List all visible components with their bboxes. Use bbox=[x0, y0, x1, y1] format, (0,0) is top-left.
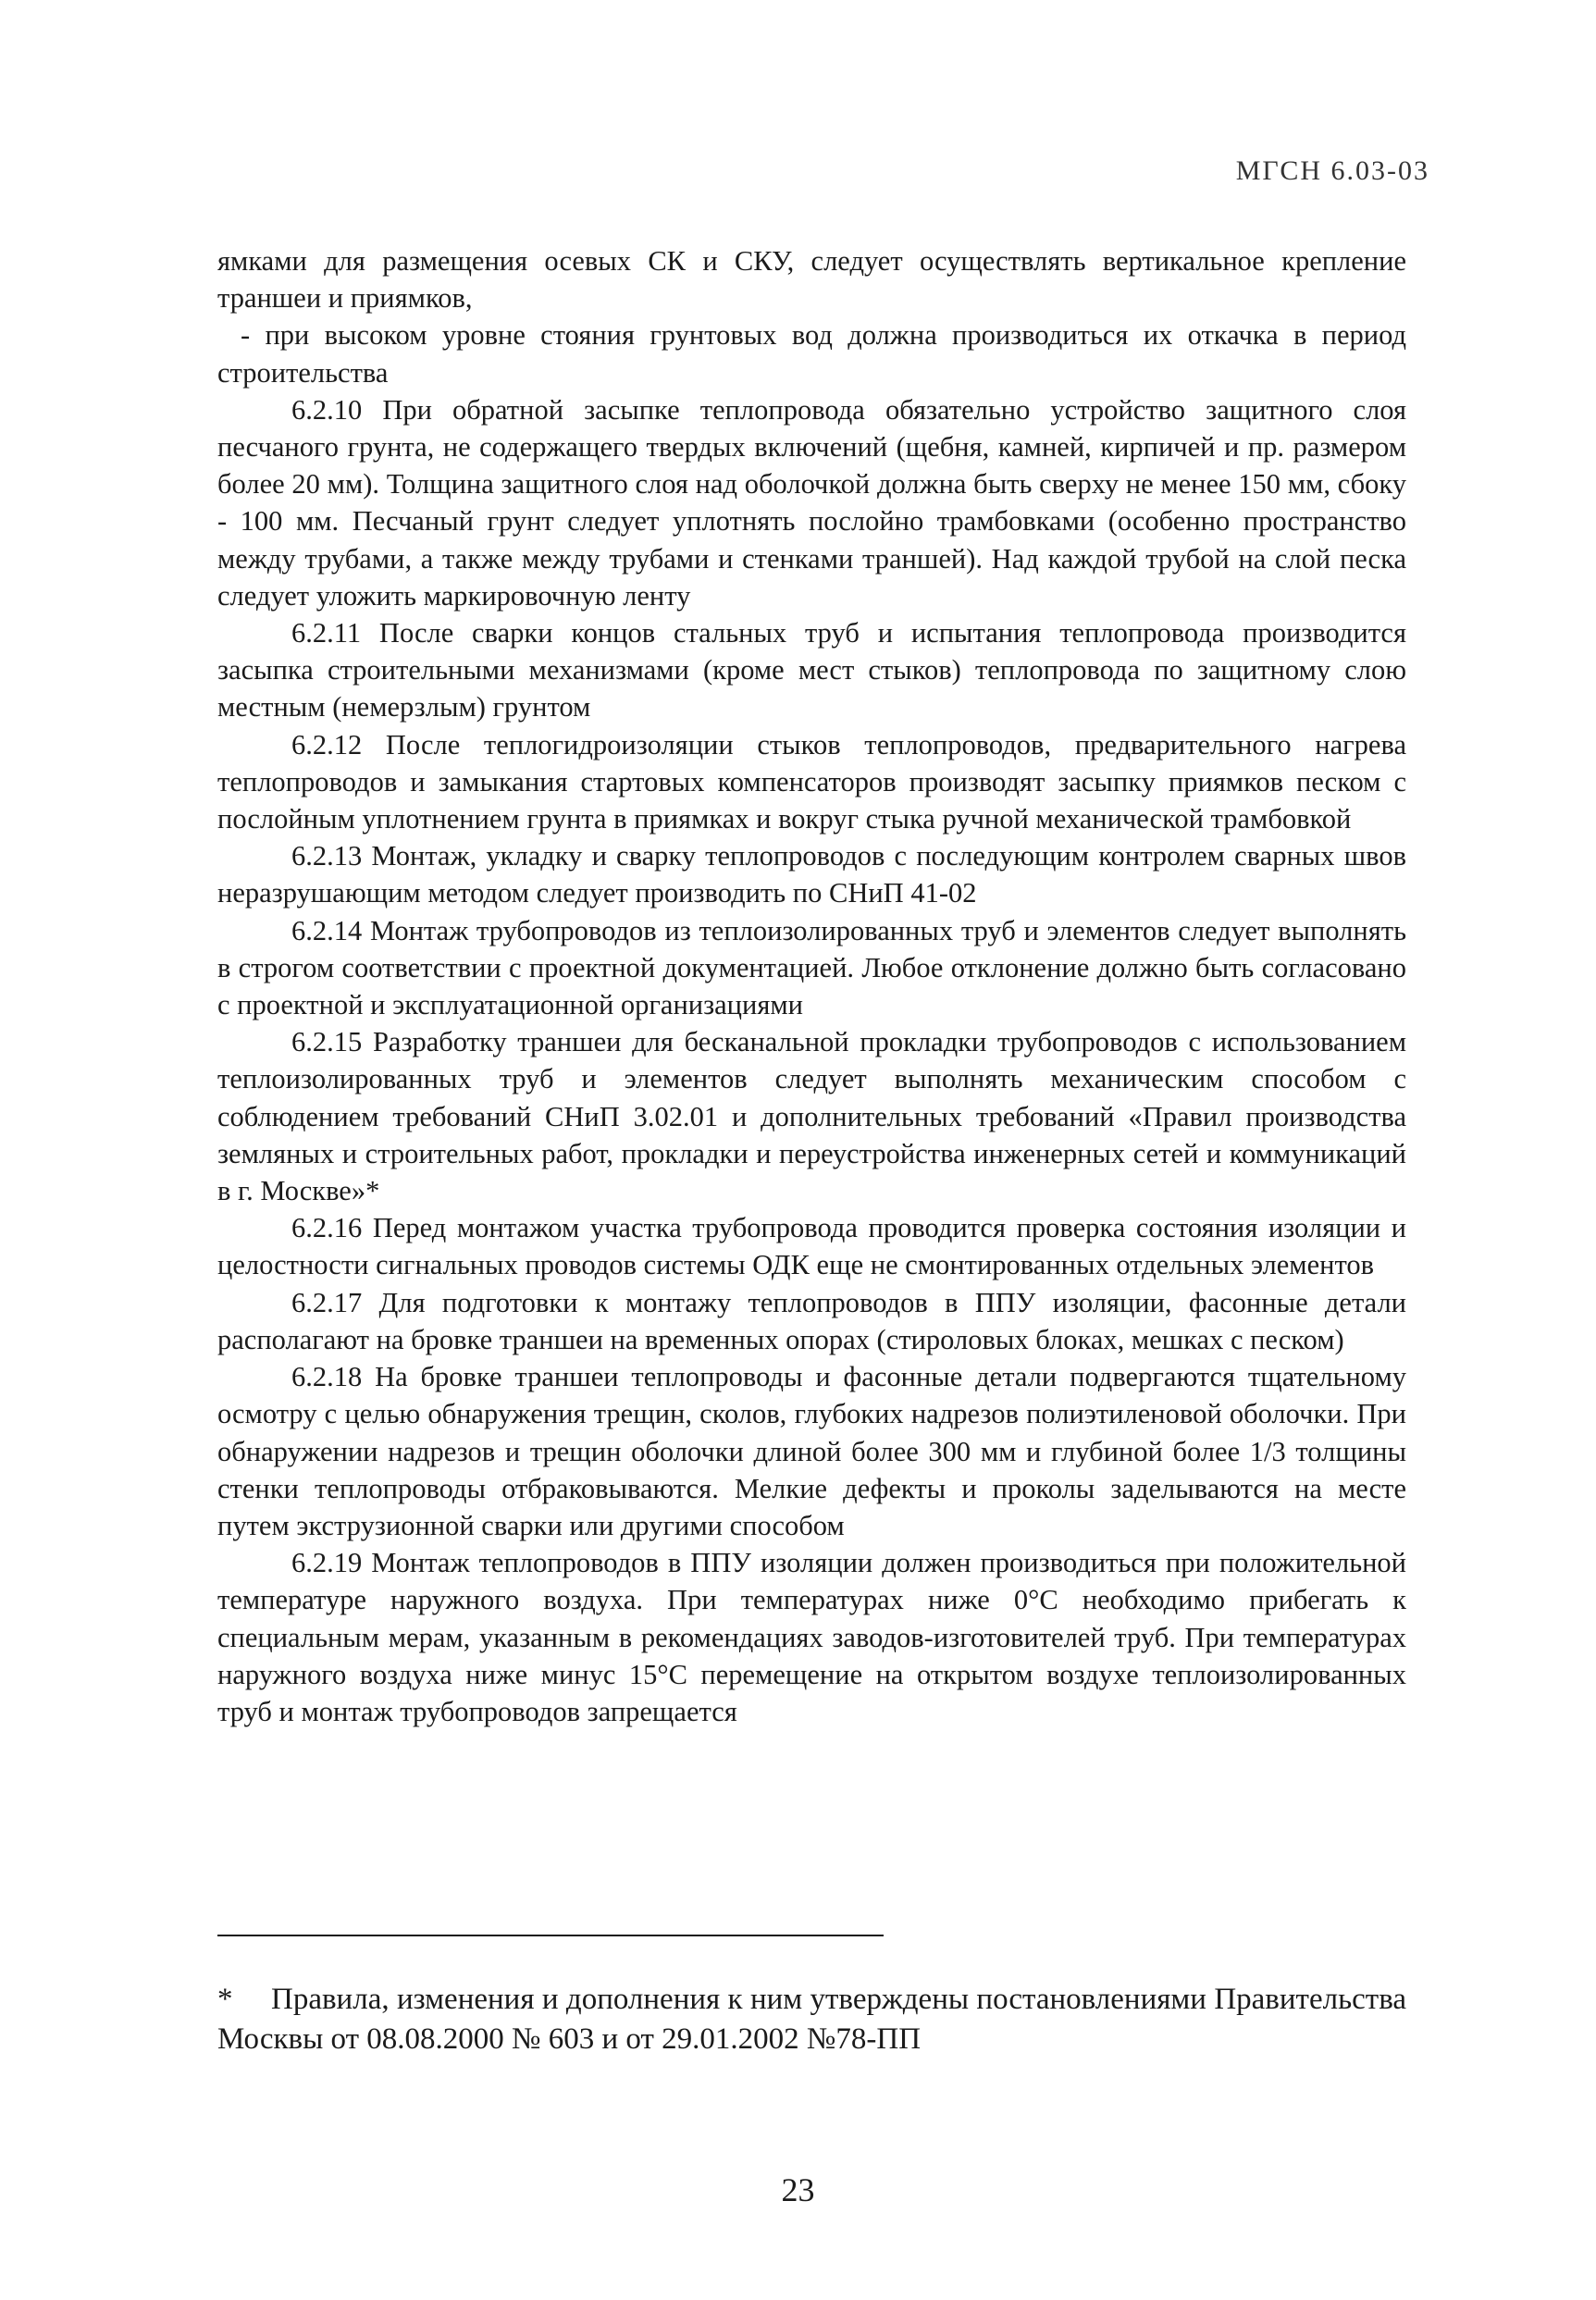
paragraph-6-2-10: 6.2.10 При обратной засыпке теплопровода обязательно устройство защитного слоя песчаного грунта, не содержащего твердых включений (щебня, камней, кирпичей и пр. размером более 20 мм). Толщина защитного слоя над оболочкой должна быть сверху не менее 150 мм, сбоку - 100 мм. Песчаный грунт следует уплотнять послойно трамбовками (особенно пространство между трубами, а также между трубами и стенками траншей). Над каждой трубой на слой песка следует уложить маркировочную ленту bbox=[217, 393, 1406, 612]
paragraph-6-2-16: 6.2.16 Перед монтажом участка трубопровода проводится проверка состояния изоляции и целостности сигнальных проводов системы ОДК еще не смонтированных отдельных элементов bbox=[217, 1212, 1406, 1281]
footnote-mark: * bbox=[217, 1983, 233, 2016]
paragraph-continuation: ямками для размещения осевых СК и СКУ, следует осуществлять вертикальное крепление траншеи и приямков, bbox=[217, 245, 1406, 315]
paragraph-6-2-12: 6.2.12 После теплогидроизоляции стыков теплопроводов, предварительного нагрева теплопроводов и замыкания стартовых компенсаторов производят засыпку приямков песком с послойным уплотнением грунта в приямках и вокруг стыка ручной механической трамбовкой bbox=[217, 728, 1406, 835]
paragraph-6-2-17: 6.2.17 Для подготовки к монтажу теплопроводов в ППУ изоляции, фасонные детали располагают на бровке траншеи на временных опорах (стироловых блоках, мешках с песком) bbox=[217, 1286, 1406, 1355]
paragraph-groundwater: - при высоком уровне стояния грунтовых вод должна производиться их откачка в период строительства bbox=[217, 319, 1406, 389]
paragraph-6-2-19: 6.2.19 Монтаж теплопроводов в ППУ изоляции должен производиться при положительной температуре наружного воздуха. При температурах ниже 0°С необходимо прибегать к специальным мерам, указанным в рекомендациях заводов-изготовителей труб. При температурах наружного воздуха ниже минус 15°С перемещение на открытом воздухе теплоизолированных труб и монтаж трубопроводов запрещается bbox=[217, 1547, 1406, 1727]
paragraph-6-2-18: 6.2.18 На бровке траншеи теплопроводы и фасонные детали подвергаются тщательному осмотру с целью обнаружения трещин, сколов, глубоких надрезов полиэтиленовой оболочки. При обнаружении надрезов и трещин оболочки длиной более 300 мм и глубиной более 1/3 толщины стенки теплопроводы отбраковываются. Мелкие дефекты и проколы заделываются на месте путем экструзионной сварки или другими способом bbox=[217, 1361, 1406, 1541]
paragraph-6-2-11: 6.2.11 После сварки концов стальных труб и испытания теплопровода производится засыпка строительными механизмами (кроме мест стыков) теплопровода по защитному слою местным (немерзлым) грунтом bbox=[217, 617, 1406, 723]
footnote bbox=[217, 1980, 1406, 2059]
paragraph-6-2-13: 6.2.13 Монтаж, укладку и сварку теплопроводов с последующим контролем сварных швов неразрушающим методом следует производить по СНиП 41-02 bbox=[217, 840, 1406, 909]
document-code: МГСН 6.03-03 bbox=[1235, 155, 1429, 186]
body-text bbox=[217, 242, 1406, 1730]
page-number: 23 bbox=[781, 2171, 815, 2208]
footnote-divider bbox=[217, 1935, 884, 1936]
footnote-text: Правила, изменения и дополнения к ним утверждены постановлениями Правительства Москвы от 08.08.2000 № 603 и от 29.01.2002 №78-ПП bbox=[217, 1983, 1406, 2056]
paragraph-6-2-14: 6.2.14 Монтаж трубопроводов из теплоизолированных труб и элементов следует выполнять в строгом соответствии с проектной документацией. Любое отклонение должно быть согласовано с проектной и эксплуатационной организациями bbox=[217, 914, 1406, 1021]
paragraph-6-2-15: 6.2.15 Разработку траншеи для бесканальной прокладки трубопроводов с использованием теплоизолированных труб и элементов следует выполнять механическим способом с соблюдением требований СНиП 3.02.01 и дополнительных требований «Правил производства земляных и строительных работ, прокладки и переустройства инженерных сетей и коммуникаций в г. Москве»* bbox=[217, 1026, 1406, 1207]
